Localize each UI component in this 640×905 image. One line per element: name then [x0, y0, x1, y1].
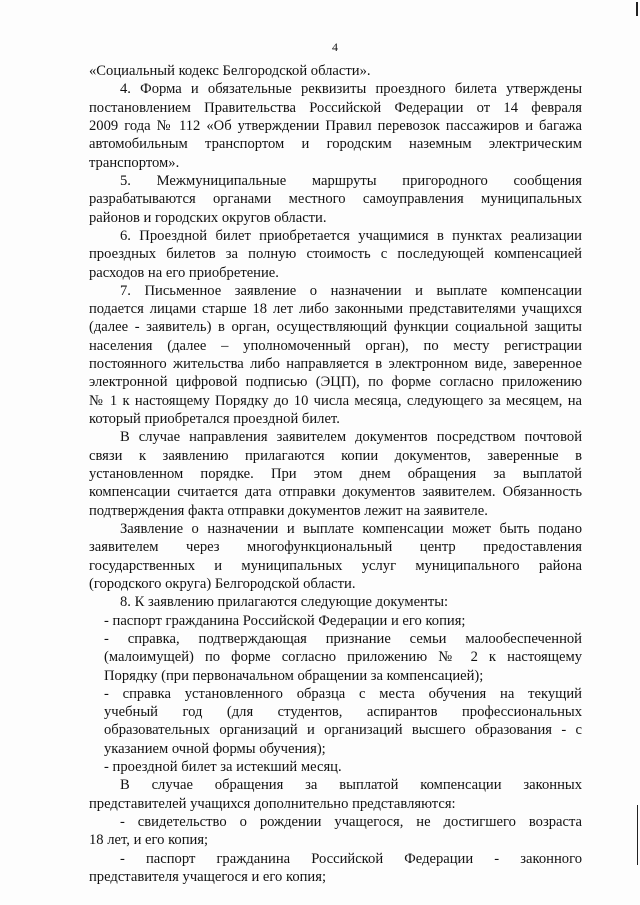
- text-line: указанием очной формы обучения);: [104, 741, 326, 757]
- text-line: 4. Форма и обязательные реквизиты проездного билета утверждены: [120, 81, 582, 97]
- text-line: (далее - заявитель) в орган, осуществляющий функции социальной защиты: [89, 319, 582, 335]
- list-item: - справка, подтверждающая признание семьи малообеспеченной: [104, 631, 582, 647]
- scan-edge-mark: [637, 805, 638, 865]
- text-line: расходов на его приобретение.: [89, 265, 279, 281]
- text-line: учебный год (для студентов, аспирантов профессиональных: [104, 704, 582, 720]
- text-line: населения (далее – уполномоченный орган), по месту регистрации: [89, 338, 582, 354]
- list-item: - паспорт гражданина Российской Федерации и его копия;: [104, 613, 466, 629]
- text-line: проездных билетов за полную стоимость с последующей компенсацией: [89, 246, 582, 262]
- text-line: подается лицами старше 18 лет либо законными представителями учащихся: [89, 301, 582, 317]
- text-line: автомобильным транспортом и городским наземным электрическим: [89, 136, 582, 152]
- text-line: транспортом».: [89, 155, 180, 171]
- text-line: - паспорт гражданина Российской Федерации - законного: [120, 851, 582, 867]
- list-item: - проездной билет за истекший месяц.: [104, 759, 342, 775]
- text-line: установленном порядке. При этом днем обращения за выплатой: [89, 466, 582, 482]
- text-line: связи к заявлению прилагаются копии документов, заверенные в: [89, 448, 582, 464]
- text-line: Порядку (при первоначальном обращении за компенсацией);: [104, 668, 484, 684]
- text-line: представителей учащихся дополнительно представляются:: [89, 796, 456, 812]
- text-line: В случае направления заявителем документов посредством почтовой: [120, 429, 582, 445]
- scan-edge-mark: [636, 2, 638, 16]
- text-line: представителя учащегося и его копия;: [89, 869, 327, 885]
- text-line: заявителем через многофункциональный центр предоставления: [89, 539, 582, 555]
- text-line: постановлением Правительства Российской Федерации от 14 февраля: [89, 100, 582, 116]
- text-line: районов и городских округов области.: [89, 210, 327, 226]
- text-line: (малоимущей) по форме согласно приложению № 2 к настоящему: [104, 649, 582, 665]
- text-line: который приобретался проездной билет.: [89, 411, 340, 427]
- page-number: 4: [332, 40, 338, 54]
- text-line: компенсации считается дата отправки документов заявителем. Обязанность: [89, 484, 582, 500]
- text-line: разрабатываются органами местного самоуправления муниципальных: [89, 191, 582, 207]
- text-line: государственных и муниципальных услуг муниципального района: [89, 558, 582, 574]
- text-line: 2009 года № 112 «Об утверждении Правил перевозок пассажиров и багажа: [89, 118, 582, 134]
- text-line: 18 лет, и его копия;: [89, 832, 209, 848]
- text-line: 8. К заявлению прилагаются следующие документы:: [120, 594, 449, 610]
- list-item: - справка установленного образца с места обучения на текущий: [104, 686, 582, 702]
- text-line: - свидетельство о рождении учащегося, не достигшего возраста: [120, 814, 582, 830]
- text-line: 6. Проездной билет приобретается учащимися в пунктах реализации: [120, 228, 582, 244]
- text-line: Заявление о назначении и выплате компенсации может быть подано: [120, 521, 582, 537]
- text-line: постоянного жительства либо направляется в электронном виде, заверенное: [89, 356, 582, 372]
- text-line: «Социальный кодекс Белгородской области».: [89, 63, 371, 79]
- text-line: 7. Письменное заявление о назначении и выплате компенсации: [120, 283, 582, 299]
- text-line: 5. Межмуниципальные маршруты пригородного сообщения: [120, 173, 582, 189]
- text-line: подтверждения факта отправки документов лежит на заявителе.: [89, 503, 488, 519]
- text-line: образовательных организаций и организаций высшего образования - с: [104, 722, 582, 738]
- text-line: (городского округа) Белгородской области.: [89, 576, 356, 592]
- text-line: № 1 к настоящему Порядку до 10 числа месяца, следующего за месяцем, на: [89, 393, 582, 409]
- text-line: В случае обращения за выплатой компенсации законных: [120, 777, 582, 793]
- text-line: электронной цифровой подписью (ЭЦП), по форме согласно приложению: [89, 374, 582, 390]
